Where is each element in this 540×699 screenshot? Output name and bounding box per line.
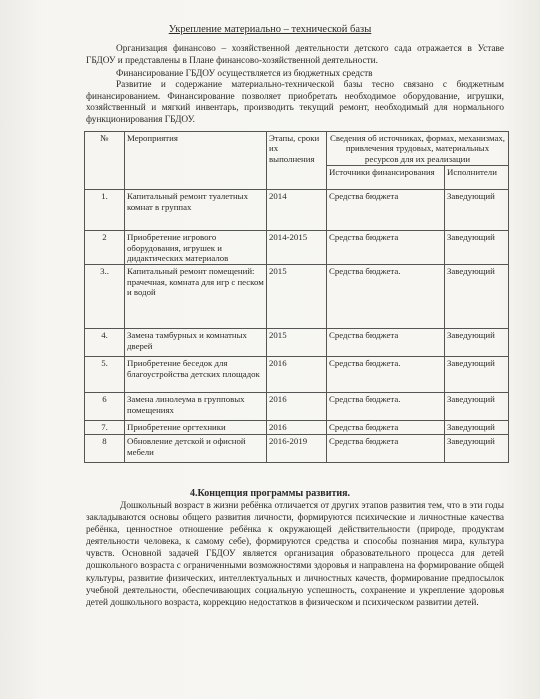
row-executor: Заведующий [445,190,509,231]
row-source: Средства бюджета [327,190,445,231]
row-num: 3.. [85,265,125,329]
row-num: 4. [85,329,125,357]
row-num: 5. [85,357,125,393]
row-event: Приобретение беседок для благоустройства детских площадок [125,357,267,393]
resources-table [84,131,509,463]
row-source: Средства бюджета [327,231,445,265]
row-stages: 2016 [267,393,327,421]
row-executor: Заведующий [445,421,509,435]
header-info: Сведения об источниках, формах, механизмах, привлечения трудовых, материальных ресурсов для их реализации [327,132,509,166]
row-event: Капитальный ремонт туалетных комнат в группах [125,190,267,231]
row-stages: 2016-2019 [267,435,327,463]
row-source: Средства бюджета [327,435,445,463]
row-source: Средства бюджета [327,329,445,357]
row-event: Приобретение оргтехники [125,421,267,435]
row-executor: Заведующий [445,393,509,421]
table-row [85,435,509,463]
row-num: 7. [85,421,125,435]
table-row [85,231,509,265]
paragraph-organization: Организация финансово – хозяйственной деятельности детского сада отражается в Уставе ГБДОУ и представлены в Плане финансово-хозяйственной деятельности. [86,44,504,66]
row-source: Средства бюджета. [327,265,445,329]
row-executor: Заведующий [445,435,509,463]
row-executor: Заведующий [445,357,509,393]
row-num: 6 [85,393,125,421]
row-num: 8 [85,435,125,463]
row-executor: Заведующий [445,265,509,329]
row-stages: 2015 [267,265,327,329]
row-source: Средства бюджета. [327,393,445,421]
row-source: Средства бюджета. [327,357,445,393]
paragraph-development: Развитие и содержание материально-технической базы тесно связано с бюджетным финансированием. Финансирование позволяет приобретать необходимое оборудование, игрушки, хозяйственный и мягкий инвентарь, производить текущий ремонт, необходимый для нормального функционирования ГБДОУ. [86,80,504,125]
row-event: Приобретение игрового оборудования, игрушек и дидактических материалов [125,231,267,265]
row-stages: 2016 [267,357,327,393]
table-row [85,421,509,435]
row-stages: 2014 [267,190,327,231]
table-row [85,190,509,231]
row-num: 1. [85,190,125,231]
header-sources: Источники финансирования [327,166,445,190]
row-executor: Заведующий [445,231,509,265]
paragraph-concept: Дошкольный возраст в жизни ребёнка отличается от других этапов развития тем, что в эти годы закладываются основы общего развития личности, формируются психические и личностные качества ребёнка, ценностное отношение ребёнка к окружающей действительности (природе, продуктам деятельности человека, к самому себе), формируются средства и способы познания мира, культура чувств. Основной задачей ГБДОУ является организация образовательного процесса для детей дошкольного возраста с ограниченными возможностями здоровья и направлена на формирование общей культуры, развитие физических, интеллектуальных и личностных качеств, формирование предпосылок учебной деятельности, обеспечивающих социальную успешность, сохранение и укрепление здоровья детей дошкольного возраста, коррекцию недостатков в физическом и психическом развитии детей. [86,501,504,608]
row-event: Обновление детской и офисной мебели [125,435,267,463]
page-title: Укрепление материально – технической базы [168,24,372,35]
row-event: Замена тамбурных и комнатных дверей [125,329,267,357]
row-executor: Заведующий [445,329,509,357]
table-row [85,357,509,393]
row-event: Капитальный ремонт помещений: прачечная, комната для игр с песком и водой [125,265,267,329]
table-row [85,329,509,357]
row-source: Средства бюджета [327,421,445,435]
section-heading: 4.Концепция программы развития. [189,488,351,499]
paragraph-financing: Финансирование ГБДОУ осуществляется из бюджетных средств [116,69,373,79]
table-row [85,265,509,329]
header-executors: Исполнители [445,166,509,190]
row-num: 2 [85,231,125,265]
row-stages: 2016 [267,421,327,435]
row-stages: 2015 [267,329,327,357]
header-stages: Этапы, сроки их выполнения [267,132,327,190]
row-event: Замена линолеума в групповых помещениях [125,393,267,421]
header-num: № [85,132,125,190]
header-event: Мероприятия [125,132,267,190]
row-stages: 2014-2015 [267,231,327,265]
table-row [85,393,509,421]
